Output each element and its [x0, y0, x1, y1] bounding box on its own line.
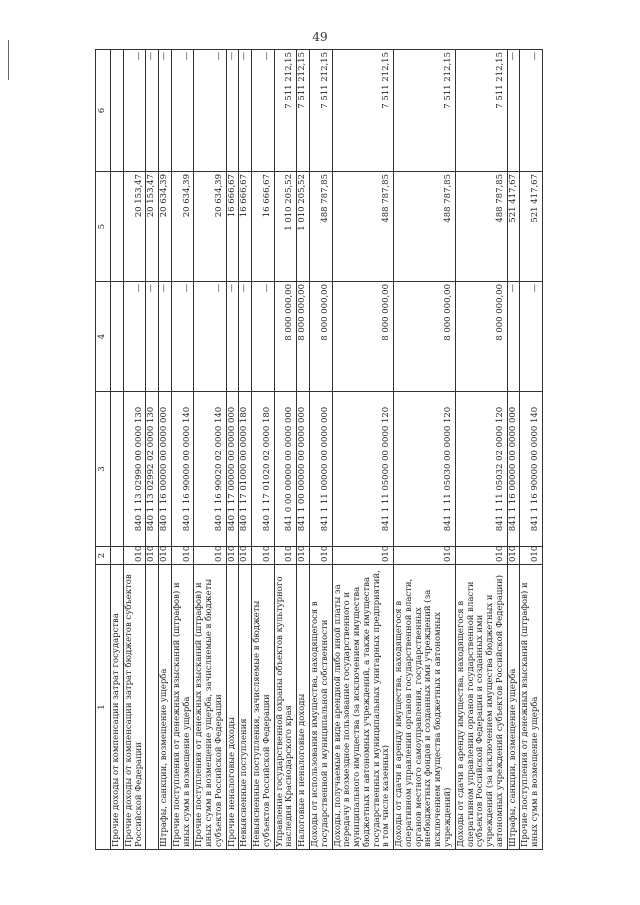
- row-actual-cell: 1 010 205,52: [297, 172, 310, 282]
- row-code-cell: 840 1 13 02990 00 0000 130: [123, 392, 146, 547]
- row-code-cell: 841 0 00 00000 00 0000 000: [274, 392, 297, 547]
- row-code-cell: 841 1 16 90000 00 0000 140: [520, 392, 543, 547]
- row-remainder-cell: —: [171, 50, 194, 172]
- table-row: [297, 50, 310, 850]
- header-col-4: 4: [96, 282, 111, 392]
- rotated-table-container: [95, 50, 615, 850]
- row-actual-cell: 20 634,39: [194, 172, 226, 282]
- table-row: [507, 50, 520, 850]
- row-plan-cell: 8 000 000,00: [274, 282, 297, 392]
- row-plan-cell: —: [239, 282, 252, 392]
- row-code-cell: 841 1 11 05000 00 0000 120: [332, 392, 394, 547]
- row-code-cell: 841 1 16 00000 00 0000 000: [507, 392, 520, 547]
- row-name-cell: Прочие поступления от денежных взысканий (штрафов) и иных сумм в возмещение ущерба, зачисляемые в бюджеты субъектов Российской Федерации: [194, 565, 226, 850]
- table-row: [239, 50, 252, 850]
- row-actual-cell: 521 417,67: [520, 172, 543, 282]
- row-code-cell: 840 1 13 02992 02 0000 130: [146, 392, 159, 547]
- table-row: [394, 50, 456, 850]
- table-row: [194, 50, 226, 850]
- row-code-cell: [111, 392, 124, 547]
- table-row: [171, 50, 194, 850]
- row-group-cell: 010: [274, 547, 297, 565]
- row-name-cell: Прочие поступления от денежных взысканий (штрафов) и иных сумм в возмещение ущерба: [171, 565, 194, 850]
- row-code-cell: 840 1 16 90020 02 0000 140: [194, 392, 226, 547]
- row-plan-cell: —: [194, 282, 226, 392]
- row-code-cell: 840 1 17 00000 00 0000 000: [226, 392, 239, 547]
- row-actual-cell: 16 666,67: [252, 172, 275, 282]
- row-name-cell: Доходы, получаемые в виде арендной либо иной платы за передачу в возмездное пользование государственного и муниципального имущества (за исключением имущества бюджетных и автономных учреждений, а также имущества государственных и муниципальных унитарных предприятий, в том числе казенных): [332, 565, 394, 850]
- row-remainder-cell: 7 511 212,15: [332, 50, 394, 172]
- page-number: 49: [312, 30, 328, 44]
- row-plan-cell: 8 000 000,00: [455, 282, 507, 392]
- header-col-1: 1: [96, 565, 111, 850]
- row-group-cell: 010: [226, 547, 239, 565]
- row-plan-cell: 8 000 000,00: [297, 282, 310, 392]
- row-group-cell: 010: [194, 547, 226, 565]
- table-body: [111, 50, 543, 850]
- row-plan-cell: —: [252, 282, 275, 392]
- row-plan-cell: —: [146, 282, 159, 392]
- row-name-cell: Прочие доходы от компенсации затрат государства: [111, 565, 124, 850]
- row-actual-cell: 20 634,39: [171, 172, 194, 282]
- row-remainder-cell: —: [226, 50, 239, 172]
- row-name-cell: Прочие поступления от денежных взысканий (штрафов) и иных сумм в возмещение ущерба: [520, 565, 543, 850]
- revenue-table: [95, 49, 543, 850]
- row-plan-cell: —: [520, 282, 543, 392]
- row-actual-cell: 20 153,47: [123, 172, 146, 282]
- header-col-3: 3: [96, 392, 111, 547]
- row-plan-cell: —: [159, 282, 172, 392]
- row-remainder-cell: 7 511 212,15: [394, 50, 456, 172]
- row-actual-cell: 521 417,67: [507, 172, 520, 282]
- row-name-cell: Управление государственной охраны объектов культурного наследия Краснодарского края: [274, 565, 297, 850]
- row-name-cell: Штрафы, санкции, возмещение ущерба: [159, 565, 172, 850]
- row-remainder-cell: —: [146, 50, 159, 172]
- row-actual-cell: 16 666,67: [226, 172, 239, 282]
- row-plan-cell: [111, 282, 124, 392]
- row-group-cell: 010: [520, 547, 543, 565]
- table-row: [274, 50, 297, 850]
- row-code-cell: 841 1 11 00000 00 0000 000: [310, 392, 333, 547]
- row-code-cell: 840 1 17 01020 02 0000 180: [252, 392, 275, 547]
- row-group-cell: 010: [332, 547, 394, 565]
- row-name-cell: Доходы от сдачи в аренду имущества, находящегося в оперативном управлении органов государственной власти, органов местного самоуправления, государственных внебюджетных фондов и созданных ими учреждений (за исключением имущества бюджетных и автономных учреждений): [394, 565, 456, 850]
- row-actual-cell: 20 153,47: [146, 172, 159, 282]
- row-actual-cell: [111, 172, 124, 282]
- row-group-cell: 010: [239, 547, 252, 565]
- row-actual-cell: 488 787,85: [394, 172, 456, 282]
- table-header-row: [96, 50, 111, 850]
- table-row: [123, 50, 146, 850]
- row-group-cell: 010: [146, 547, 159, 565]
- row-plan-cell: —: [171, 282, 194, 392]
- row-group-cell: [111, 547, 124, 565]
- row-code-cell: 840 1 16 00000 00 0000 000: [159, 392, 172, 547]
- row-group-cell: 010: [171, 547, 194, 565]
- header-col-2: 2: [96, 547, 111, 565]
- row-name-cell: [146, 565, 159, 850]
- row-name-cell: Доходы от сдачи в аренду имущества, находящегося в оперативном управлении органов государственной власти субъектов Российской Федерации и созданных ими учреждений (за исключением имущества бюджетных и автономных учреждений субъектов Российской Федерации): [455, 565, 507, 850]
- margin-mark: [8, 40, 9, 80]
- row-code-cell: 841 1 00 00000 00 0000 000: [297, 392, 310, 547]
- row-plan-cell: —: [226, 282, 239, 392]
- row-actual-cell: 488 787,85: [332, 172, 394, 282]
- row-actual-cell: 488 787,85: [310, 172, 333, 282]
- row-code-cell: 841 1 11 05032 02 0000 120: [455, 392, 507, 547]
- row-group-cell: 010: [123, 547, 146, 565]
- row-name-cell: Прочие неналоговые доходы: [226, 565, 239, 850]
- row-actual-cell: 20 634,39: [159, 172, 172, 282]
- table-row: [111, 50, 124, 850]
- row-plan-cell: —: [123, 282, 146, 392]
- row-code-cell: 840 1 17 01000 00 0000 180: [239, 392, 252, 547]
- row-remainder-cell: —: [123, 50, 146, 172]
- row-remainder-cell: [111, 50, 124, 172]
- row-remainder-cell: —: [252, 50, 275, 172]
- row-remainder-cell: 7 511 212,15: [310, 50, 333, 172]
- row-group-cell: 010: [455, 547, 507, 565]
- row-remainder-cell: —: [194, 50, 226, 172]
- row-group-cell: 010: [507, 547, 520, 565]
- row-plan-cell: 8 000 000,00: [332, 282, 394, 392]
- row-name-cell: Невыясненные поступления, зачисляемые в бюджеты субъектов Российской Федерации: [252, 565, 275, 850]
- row-remainder-cell: —: [507, 50, 520, 172]
- row-code-cell: 840 1 16 90000 00 0000 140: [171, 392, 194, 547]
- row-remainder-cell: —: [520, 50, 543, 172]
- row-remainder-cell: 7 511 212,15: [297, 50, 310, 172]
- row-remainder-cell: —: [159, 50, 172, 172]
- row-plan-cell: 8 000 000,00: [310, 282, 333, 392]
- row-code-cell: 841 1 11 05030 00 0000 120: [394, 392, 456, 547]
- table-row: [159, 50, 172, 850]
- row-name-cell: Доходы от использования имущества, находящегося в государственной и муниципальной собственности: [310, 565, 333, 850]
- row-plan-cell: 8 000 000,00: [394, 282, 456, 392]
- table-row: [332, 50, 394, 850]
- row-name-cell: Невыясненные поступления: [239, 565, 252, 850]
- table-row: [146, 50, 159, 850]
- header-col-6: 6: [96, 50, 111, 172]
- table-row: [252, 50, 275, 850]
- row-remainder-cell: 7 511 212,15: [274, 50, 297, 172]
- row-name-cell: Штрафы, санкции, возмещение ущерба: [507, 565, 520, 850]
- header-col-5: 5: [96, 172, 111, 282]
- row-group-cell: 010: [394, 547, 456, 565]
- table-row: [310, 50, 333, 850]
- row-group-cell: 010: [310, 547, 333, 565]
- row-group-cell: 010: [297, 547, 310, 565]
- table-row: [455, 50, 507, 850]
- row-name-cell: Налоговые и неналоговые доходы: [297, 565, 310, 850]
- row-plan-cell: —: [507, 282, 520, 392]
- row-group-cell: 010: [252, 547, 275, 565]
- row-remainder-cell: —: [239, 50, 252, 172]
- table-row: [226, 50, 239, 850]
- table-row: [520, 50, 543, 850]
- row-name-cell: Прочие доходы от компенсации затрат бюджетов субъектов Российской Федерации: [123, 565, 146, 850]
- row-group-cell: 010: [159, 547, 172, 565]
- row-actual-cell: 16 666,67: [239, 172, 252, 282]
- row-actual-cell: 488 787,85: [455, 172, 507, 282]
- row-actual-cell: 1 010 205,52: [274, 172, 297, 282]
- row-remainder-cell: 7 511 212,15: [455, 50, 507, 172]
